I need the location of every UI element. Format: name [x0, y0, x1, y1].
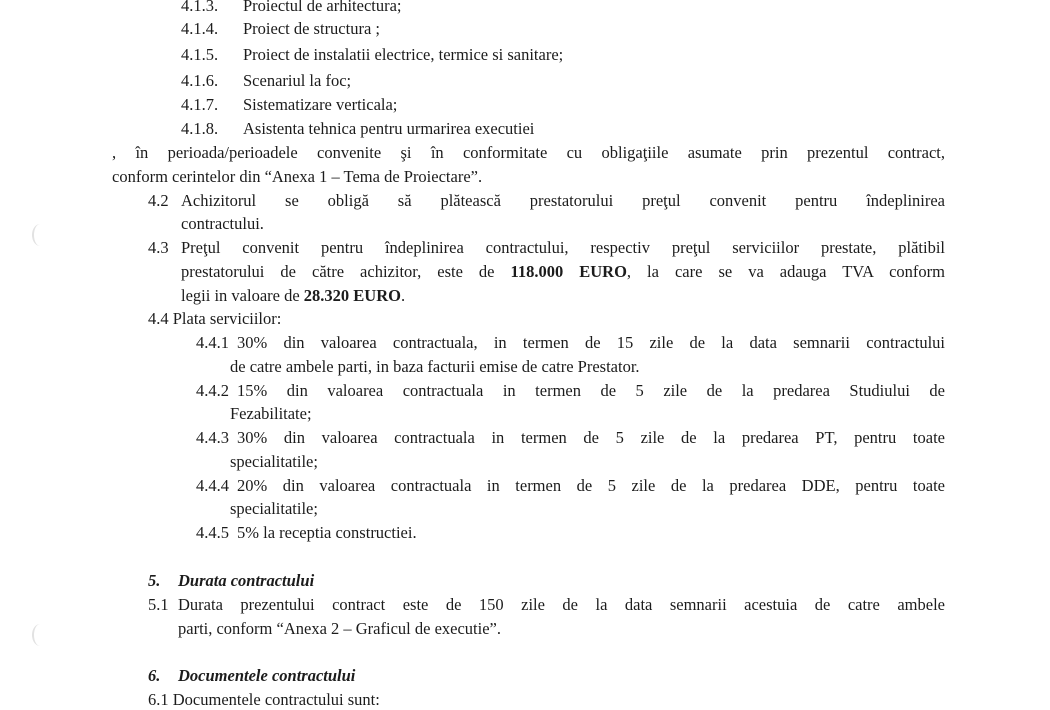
list-item: 4.1.8. Asistenta tehnica pentru urmarirea executiei	[181, 119, 535, 138]
payment-text: Fezabilitate;	[230, 404, 312, 423]
punch-hole-mark	[32, 624, 48, 646]
payment-text: 5% la receptia constructiei.	[237, 523, 417, 542]
list-item: 4.1.6. Scenariul la foc;	[181, 71, 352, 90]
payment-text: 30% din valoarea contractuala, in termen de 15 zile de la data semnarii contractului	[237, 333, 945, 352]
payment-text: de catre ambele parti, in baza facturii emise de catre Prestator.	[230, 357, 640, 376]
clause-text: 6.1 Documentele contractului sunt:	[148, 690, 380, 709]
punch-hole-mark	[32, 224, 48, 246]
continuation-text: conform cerintelor din “Anexa 1 – Tema de Proiectare”.	[112, 167, 483, 186]
clause-number: 4.2	[148, 191, 169, 210]
section-heading: 5. Durata contractului	[148, 571, 315, 590]
contract-price: 118.000 EURO	[510, 262, 627, 281]
payment-text: specialitatile;	[230, 499, 318, 518]
payment-number: 4.4.2	[196, 381, 229, 400]
clause-text: Preţul convenit pentru îndeplinirea contractului, respectiv preţul serviciilor prestate, plătibil	[181, 238, 945, 257]
clause-text: legii in valoare de 28.320 EURO.	[181, 286, 406, 305]
clause-text: Durata prezentului contract este de 150 zile de la data semnarii acestuia de catre ambele	[178, 595, 945, 614]
clause-text: prestatorului de către achizitor, este de 118.000 EURO, la care se va adauga TVA conform	[181, 262, 945, 281]
continuation-text: , în perioada/perioadele convenite şi în conformitate cu obligaţiile asumate prin prezentul contract,	[112, 143, 945, 162]
payment-text: 30% din valoarea contractuala in termen de 5 zile de la predarea PT, pentru toate	[237, 428, 945, 447]
clause-number: 5.1	[148, 595, 169, 614]
clause-number: 4.3	[148, 238, 169, 257]
clause-text: parti, conform “Anexa 2 – Graficul de executie”.	[178, 619, 501, 638]
section-heading: 6. Documentele contractului	[148, 666, 356, 685]
payment-number: 4.4.5	[196, 523, 229, 542]
payment-text: 15% din valoarea contractuala in termen de 5 zile de la predarea Studiului de	[237, 381, 945, 400]
payment-text: specialitatile;	[230, 452, 318, 471]
clause-text: Achizitorul se obligă să plătească prestatorului preţul convenit pentru îndeplinirea	[181, 191, 945, 210]
vat-amount: 28.320 EURO	[303, 286, 401, 305]
clause-header: 4.4 Plata serviciilor:	[148, 309, 282, 328]
payment-number: 4.4.4	[196, 476, 229, 495]
list-item: 4.1.4. Proiect de structura ;	[181, 19, 380, 38]
payment-number: 4.4.3	[196, 428, 229, 447]
payment-text: 20% din valoarea contractuala in termen de 5 zile de la predarea DDE, pentru toate	[237, 476, 945, 495]
list-item: 4.1.3. Proiectul de arhitectura;	[181, 0, 402, 15]
clause-text: contractului.	[181, 214, 264, 233]
list-item: 4.1.5. Proiect de instalatii electrice, termice si sanitare;	[181, 45, 564, 64]
list-item: 4.1.7. Sistematizare verticala;	[181, 95, 398, 114]
payment-number: 4.4.1	[196, 333, 229, 352]
